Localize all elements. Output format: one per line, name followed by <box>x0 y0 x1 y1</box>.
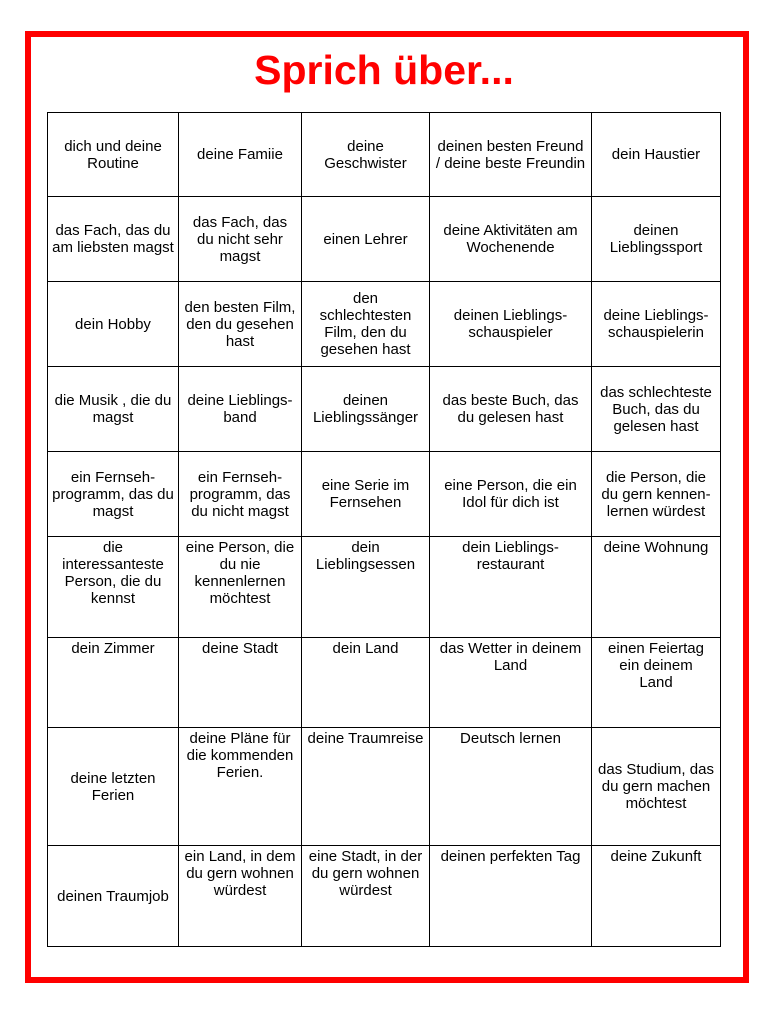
topic-cell: deine Pläne für die kommenden Ferien. <box>179 728 302 846</box>
topic-cell: deine Traumreise <box>302 728 430 846</box>
topic-cell: die Person, die du gern kennen-lernen würdest <box>592 452 721 537</box>
table-row <box>48 113 721 197</box>
table-row <box>48 728 721 846</box>
feiertag-text: einen Feiertag ein deine <box>608 640 704 674</box>
topic-cell: dein Zimmer <box>48 638 179 728</box>
topic-cell: einen Lehrer <box>302 197 430 282</box>
topic-cell: dich und deine Routine <box>48 113 179 197</box>
topic-cell: dein Haustier <box>592 113 721 197</box>
topic-cell-feiertag <box>592 638 721 728</box>
topic-cell: das Studium, das du gern machen möchtest <box>592 728 721 846</box>
table-row <box>48 282 721 367</box>
feiertag-suffix: m <box>680 657 693 674</box>
topic-cell: ein Fernseh-programm, das du nicht magst <box>179 452 302 537</box>
topic-cell: deine Wohnung <box>592 537 721 638</box>
topic-cell: deinen perfekten Tag <box>430 846 592 947</box>
topic-cell: die interessanteste Person, die du kennst <box>48 537 179 638</box>
topic-cell: das beste Buch, das du gelesen hast <box>430 367 592 452</box>
topic-cell: deinen Lieblings-schauspieler <box>430 282 592 367</box>
topic-cell: deine letzten Ferien <box>48 728 179 846</box>
topic-cell: deine Stadt <box>179 638 302 728</box>
topic-cell: eine Person, die du nie kennenlernen möchtest <box>179 537 302 638</box>
topic-cell: ein Fernseh-programm, das du magst <box>48 452 179 537</box>
topic-cell: deine Lieblings-band <box>179 367 302 452</box>
topic-cell: deine Geschwister <box>302 113 430 197</box>
topic-cell: das schlechteste Buch, das du gelesen hast <box>592 367 721 452</box>
topic-cell: deine Aktivitäten am Wochenende <box>430 197 592 282</box>
topic-cell: die Musik , die du magst <box>48 367 179 452</box>
topic-cell: das Fach, das du nicht sehr magst <box>179 197 302 282</box>
topic-cell: eine Stadt, in der du gern wohnen würdest <box>302 846 430 947</box>
page-title: Sprich über... <box>254 47 514 93</box>
topic-cell: deine Famiie <box>179 113 302 197</box>
topic-cell: ein Land, in dem du gern wohnen würdest <box>179 846 302 947</box>
topic-cell: deine Zukunft <box>592 846 721 947</box>
topic-cell: deinen Traumjob <box>48 846 179 947</box>
table-row <box>48 537 721 638</box>
topic-cell: deine Lieblings-schauspielerin <box>592 282 721 367</box>
table-row <box>48 367 721 452</box>
feiertag-land: Land <box>639 674 673 691</box>
topic-cell: eine Serie im Fernsehen <box>302 452 430 537</box>
topic-cell: deinen besten Freund / deine beste Freundin <box>430 113 592 197</box>
topic-cell: das Fach, das du am liebsten magst <box>48 197 179 282</box>
topic-cell: deinen Lieblingssänger <box>302 367 430 452</box>
topic-cell: dein Land <box>302 638 430 728</box>
topic-cell: dein Lieblings-restaurant <box>430 537 592 638</box>
table-row <box>48 452 721 537</box>
topic-cell: dein Hobby <box>48 282 179 367</box>
topic-grid <box>47 112 721 947</box>
table-row <box>48 638 721 728</box>
topic-cell: dein Lieblingsessen <box>302 537 430 638</box>
topic-cell: den schlechtesten Film, den du gesehen hast <box>302 282 430 367</box>
table-row <box>48 197 721 282</box>
topic-cell: das Wetter in deinem Land <box>430 638 592 728</box>
topic-cell: Deutsch lernen <box>430 728 592 846</box>
topic-cell: deinen Lieblingssport <box>592 197 721 282</box>
topic-cell: den besten Film, den du gesehen hast <box>179 282 302 367</box>
topic-cell: eine Person, die ein Idol für dich ist <box>430 452 592 537</box>
table-row <box>48 846 721 947</box>
